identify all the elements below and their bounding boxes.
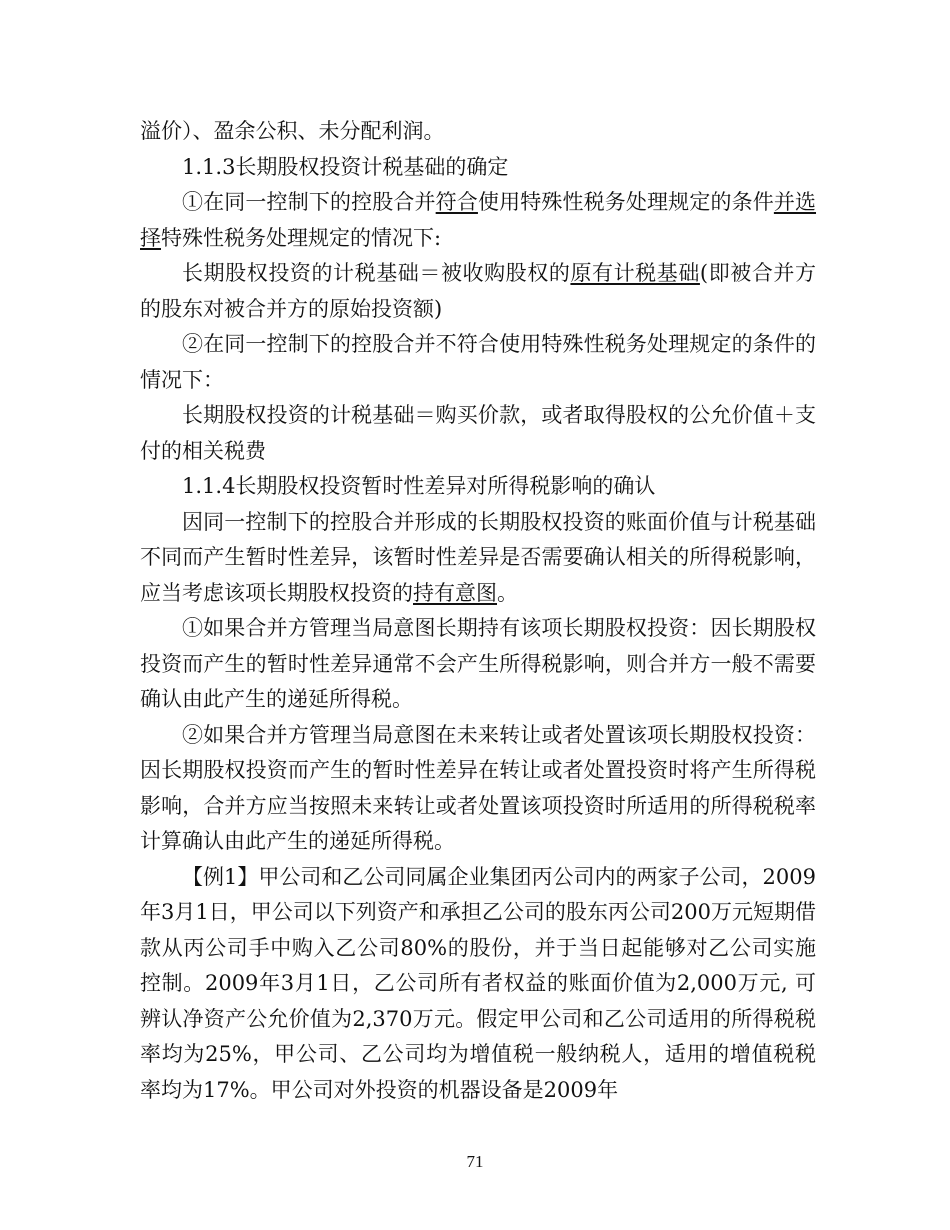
paragraph-p5 — [140, 327, 816, 398]
paragraph-p3 — [140, 185, 816, 256]
paragraph-p1 — [140, 114, 816, 150]
paragraph-p8 — [140, 505, 816, 612]
paragraph-p9 — [140, 611, 816, 718]
text-run: ①在同一控制下的控股合并 — [182, 190, 436, 214]
paragraph-p11 — [140, 860, 816, 1109]
underlined-text: 原有计税基础 — [570, 261, 700, 285]
underlined-text: 符合 — [435, 190, 478, 214]
text-run: 1.1.4长期股权投资暂时性差异对所得税影响的确认 — [182, 474, 656, 498]
underlined-text: 持有意图 — [413, 580, 497, 605]
paragraph-p4 — [140, 256, 816, 327]
paragraph-p7 — [140, 469, 816, 505]
text-run: ②如果合并方管理当局意图在未来转让或者处置该项长期股权投资：因长期股权投资而产生的暂时性差异在转让或者处置投资时将产生所得税影响，合并方应当按照未来转让或者处置该项投资时所适用的所得税税率计算确认由此产生的递延所得税。 — [140, 722, 816, 853]
underlined-text: 并选择 — [140, 190, 817, 250]
text-run: 溢价）、盈余公积、未分配利润。 — [140, 119, 445, 143]
text-run: ②在同一控制下的控股合并不符合使用特殊性税务处理规定的条件的情况下： — [140, 332, 816, 392]
text-run: 。 — [497, 580, 518, 605]
paragraph-p2 — [140, 150, 816, 186]
text-run: 使用特殊性税务处理规定的条件 — [477, 190, 774, 214]
text-run: 长期股权投资的计税基础＝购买价款，或者取得股权的公允价值＋支付的相关税费 — [140, 403, 816, 463]
page-number: 71 — [466, 1152, 484, 1171]
paragraph-p10 — [140, 718, 816, 860]
text-run: 【例1】甲公司和乙公司同属企业集团丙公司内的两家子公司，2009年3月1日，甲公司以下列资产和承担乙公司的股东丙公司200万元短期借款从丙公司手中购入乙公司80%的股份，并于当日起能够对乙公司实施控制。2009年3月1日，乙公司所有者权益的账面价值为2,000万元, 可辨认净资产公允价值为2,370万元。假定甲公司和乙公司适用的所得税税率均为25%，甲公司、乙公司均为增值税一般纳税人，适用的增值税税率均为17%。甲公司对外投资的机器设备是2009年 — [140, 864, 816, 1102]
text-run: 长期股权投资的计税基础＝被收购股权的 — [182, 261, 571, 285]
paragraph-p6 — [140, 398, 816, 469]
text-run: 因同一控制下的控股合并形成的长期股权投资的账面价值与计税基础不同而产生暂时性差异，该暂时性差异是否需要确认相关的所得税影响，应当考虑该项长期股权投资的 — [140, 509, 816, 605]
body-text — [140, 114, 816, 1108]
text-run: 1.1.3长期股权投资计税基础的确定 — [182, 154, 509, 179]
text-run: ①如果合并方管理当局意图长期持有该项长期股权投资：因长期股权投资而产生的暂时性差异通常不会产生所得税影响，则合并方一般不需要确认由此产生的递延所得税。 — [140, 616, 816, 711]
text-run: (即被合并方的股东对被合并方的原始投资额) — [140, 261, 817, 321]
text-run: 特殊性税务处理规定的情况下: — [161, 225, 442, 250]
